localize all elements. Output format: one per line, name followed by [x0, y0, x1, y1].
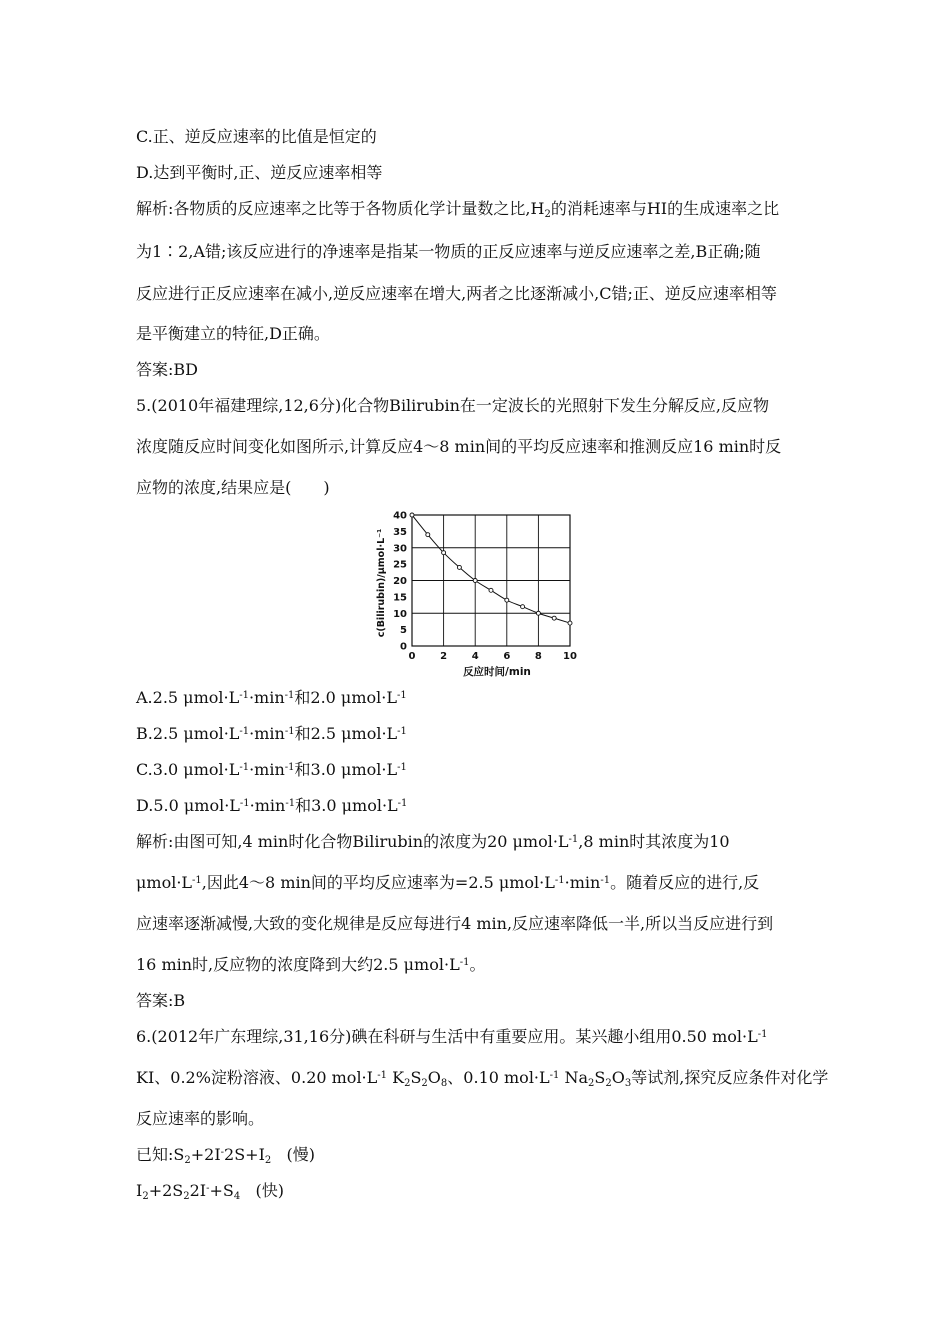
q4-analysis-line-1: 解析:各物质的反应速率之比等于各物质化学计量数之比$,H_2$的消耗速率与HI的生成速率之比 [136, 199, 780, 220]
q5-option-a: A.2.5 $\mu mol\cdot L^{-1}\cdot\min^{-1}$和2.0 $\mu mol\cdot L^{-1}$ [136, 688, 407, 707]
q5-analysis-line-4: 16 min时,反应物的浓度降到大约2.5 $\mu mol\cdot L^{-1}$。 [136, 955, 486, 974]
data-point [505, 598, 509, 602]
data-point [457, 565, 461, 569]
data-point [521, 605, 525, 609]
y-tick-label: 10 [393, 608, 407, 620]
x-tick-label: 10 [563, 651, 577, 662]
q4-analysis-line-3: 反应进行正反应速率在减小,逆反应速率在增大,两者之比逐渐减小,C错;正、逆反应速率相等 [136, 284, 777, 303]
q6-known-reaction-2: $I_2+2S_22I^-+S_4$ (快) [136, 1181, 285, 1202]
x-tick-label: 6 [503, 651, 511, 662]
x-tick-labels [409, 651, 577, 662]
concentration-curve [412, 515, 570, 623]
x-tick-label: 2 [440, 651, 448, 662]
y-tick-label: 15 [393, 592, 407, 604]
q5-analysis-line-1: 解析:由图可知,4 min时化合物Bilirubin的浓度为20 $\mu mol\cdot L^{-1},8$ min时其浓度为10 [136, 832, 730, 851]
q5-answer: 答案:B [136, 991, 186, 1010]
chart-grid [412, 515, 570, 646]
y-tick-labels [393, 511, 407, 653]
q5-stem-line-1: 5.(2010年福建理综,12,6分)化合物Bilirubin在一定波长的光照射下发生分解反应,反应物 [136, 396, 769, 415]
q4-analysis-line-4: 是平衡建立的特征,D正确。 [136, 324, 330, 343]
q5-stem-line-2: 浓度随反应时间变化如图所示,计算反应4～8 min间的平均反应速率和推测反应16 min时反 [136, 437, 782, 456]
y-tick-label: 40 [393, 510, 407, 522]
q5-stem-line-3: 应物的浓度,结果应是( ) [136, 478, 330, 497]
y-tick-label: 20 [393, 576, 407, 587]
q6-stem-line-3: 反应速率的影响。 [136, 1109, 265, 1128]
y-tick-label: 0 [400, 641, 407, 653]
data-point [442, 551, 446, 555]
x-tick-label: 0 [408, 651, 416, 662]
q4-option-d: D.达到平衡时,正、逆反应速率相等 [136, 163, 383, 182]
data-point [426, 533, 430, 537]
q5-analysis-line-3: 应速率逐渐减慢,大致的变化规律是反应每进行4 min,反应速率降低一半,所以当反应进行到 [136, 914, 774, 933]
y-tick-label: 35 [393, 526, 407, 538]
y-tick-label: 30 [393, 543, 407, 555]
x-tick-label: 8 [534, 651, 542, 662]
y-axis-label: c(Bilirubin)/μmol·L⁻¹ [376, 528, 387, 638]
q4-option-c: C.正、逆反应速率的比值是恒定的 [136, 127, 377, 146]
data-point [552, 616, 556, 620]
bilirubin-concentration-chart [362, 505, 592, 683]
q5-option-b: B.2.5 $\mu mol\cdot L^{-1}\cdot\min^{-1}$和2.5 $\mu mol\cdot L^{-1}$ [136, 724, 407, 743]
q6-stem-line-1: 6.(2012年广东理综,31,16分)碘在科研与生活中有重要应用。某兴趣小组用0.50 $mol\cdot L^{-1}$ [136, 1027, 768, 1046]
data-point [489, 588, 493, 592]
data-point [410, 513, 414, 517]
q5-option-d: D.5.0 $\mu mol\cdot L^{-1}\cdot\min^{-1}$和3.0 $\mu mol\cdot L^{-1}$ [136, 796, 408, 815]
x-axis-label: 反应时间/min [463, 666, 531, 678]
q4-analysis-line-2: 为1∶2,A错;该反应进行的净速率是指某一物质的正反应速率与逆反应速率之差,B正确;随 [136, 242, 761, 261]
q6-stem-line-2: KI、0.2%淀粉溶液、0.20 $mol\cdot L^{-1}$ $K_2S_2O_8$、0.10 $mol\cdot L^{-1}$ $Na_2S_2O_3$等试剂,探究反应条件对化学 [136, 1068, 829, 1089]
y-tick-label: 5 [400, 625, 407, 637]
data-points [410, 513, 572, 625]
data-point [473, 579, 477, 583]
q5-option-c: C.3.0 $\mu mol\cdot L^{-1}\cdot\min^{-1}$和3.0 $\mu mol\cdot L^{-1}$ [136, 760, 407, 779]
data-point [568, 621, 572, 625]
q6-known-reaction-1: 已知$:S_2+2I^-2S+I_2$ (慢) [136, 1145, 316, 1166]
data-point [536, 611, 540, 615]
x-tick-label: 4 [471, 651, 479, 662]
q4-answer: 答案:BD [136, 360, 198, 379]
q5-analysis-line-2: $\mu mol\cdot L^{-1}$,因此4～8 min间的平均反应速率为=2.5 $\mu mol\cdot L^{-1}\cdot\min^{-1}$。随着反应的进行,反 [136, 873, 760, 892]
y-tick-label: 25 [393, 559, 407, 571]
